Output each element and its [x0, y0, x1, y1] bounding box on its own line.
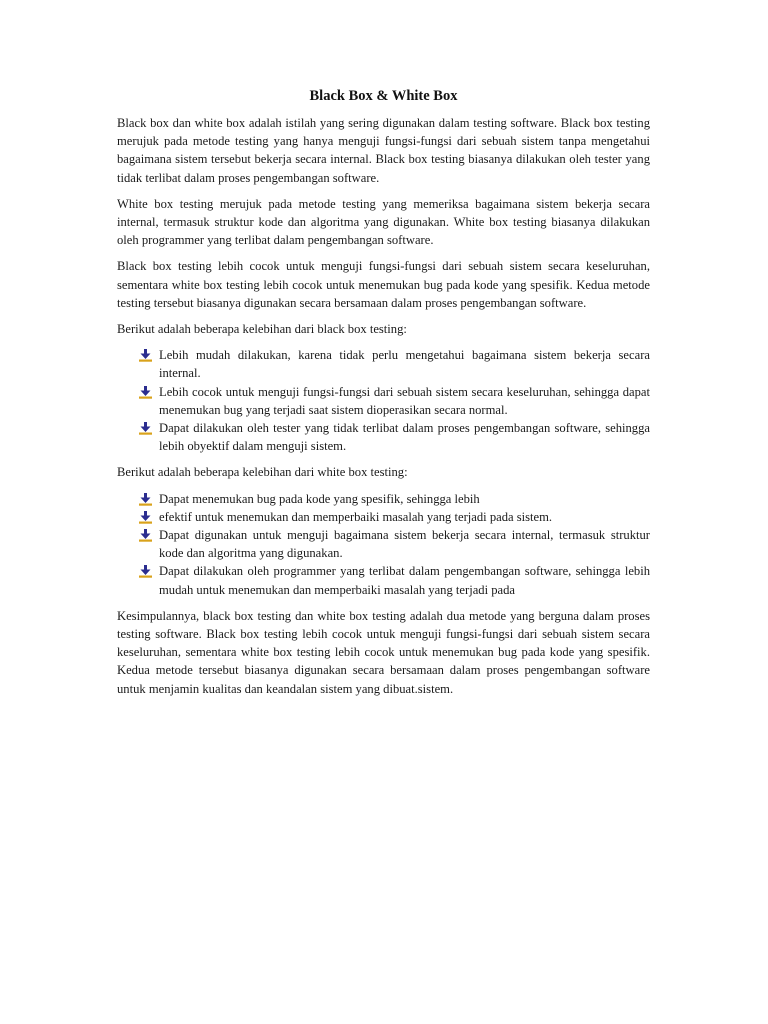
arrow-down-bullet-icon — [139, 493, 152, 506]
list-item — [117, 562, 650, 598]
document-body — [117, 86, 650, 706]
arrow-down-bullet-icon — [139, 529, 152, 542]
list-item — [117, 383, 650, 419]
arrow-down-bullet-icon — [139, 422, 152, 435]
list-item — [117, 526, 650, 562]
conclusion-paragraph: Kesimpulannya, black box testing dan white box testing adalah dua metode yang berguna dalam proses testing software. Black box testing lebih cocok untuk menguji fungsi-fungsi dari sebuah sistem secara keseluruhan, sementara white box testing lebih cocok untuk menemukan bug pada kode yang spesifik. Kedua metode tersebut biasanya digunakan secara bersamaan dalam proses pengembangan software untuk menjamin kualitas dan keandalan sistem yang dibuat.sistem. — [117, 608, 650, 696]
black-box-advantages-list — [117, 346, 650, 455]
list-item-text: Lebih cocok untuk menguji fungsi-fungsi dari sebuah sistem secara keseluruhan, sehingga dapat menemukan bug yang terjadi saat sistem dioperasikan secara normal. — [159, 384, 650, 417]
list-item-text: efektif untuk menemukan dan memperbaiki masalah yang terjadi pada sistem. — [159, 509, 553, 524]
list-item — [117, 490, 650, 508]
list-item-text: Dapat menemukan bug pada kode yang spesifik, sehingga lebih — [159, 491, 480, 506]
list-item — [117, 419, 650, 455]
arrow-down-bullet-icon — [139, 511, 152, 524]
white-box-advantages-list — [117, 490, 650, 599]
list-item-text: Lebih mudah dilakukan, karena tidak perlu mengetahui bagaimana sistem bekerja secara internal. — [159, 348, 650, 381]
list-item — [117, 346, 650, 382]
black-box-advantages-heading: Berikut adalah beberapa kelebihan dari black box testing: — [117, 322, 407, 337]
document-title: Black Box & White Box — [309, 88, 458, 104]
list-item-text: Dapat dilakukan oleh tester yang tidak terlibat dalam proses pengembangan software, sehingga lebih obyektif dalam menguji sistem. — [159, 421, 650, 454]
arrow-down-bullet-icon — [139, 349, 152, 362]
intro-paragraph-3: Black box testing lebih cocok untuk menguji fungsi-fungsi dari sebuah sistem secara keseluruhan, sementara white box testing lebih cocok untuk menemukan bug pada kode yang spesifik. Kedua metode testing tersebut biasanya digunakan secara bersamaan dalam proses pengembangan software. — [117, 259, 650, 310]
list-item-text: Dapat dilakukan oleh programmer yang terlibat dalam pengembangan software, sehingga lebih mudah untuk menemukan dan memperbaiki masalah yang terjadi pada — [159, 564, 650, 597]
arrow-down-bullet-icon — [139, 386, 152, 399]
arrow-down-bullet-icon — [139, 565, 152, 578]
intro-paragraph-2: White box testing merujuk pada metode testing yang memeriksa bagaimana sistem bekerja secara internal, termasuk struktur kode dan algoritma yang digunakan. White box testing biasanya dilakukan oleh programmer yang terlibat dalam pengembangan software. — [117, 196, 650, 248]
list-item — [117, 508, 650, 526]
list-item-text: Dapat digunakan untuk menguji bagaimana sistem bekerja secara internal, termasuk struktur kode dan algoritma yang digunakan. — [159, 528, 650, 561]
white-box-advantages-heading: Berikut adalah beberapa kelebihan dari white box testing: — [117, 465, 408, 480]
intro-paragraph-1: Black box dan white box adalah istilah yang sering digunakan dalam testing software. Black box testing merujuk pada metode testing yang hanya menguji fungsi-fungsi dari sebuah sistem tanpa mengetahui bagaimana sistem tersebut bekerja secara internal. Black box testing biasanya dilakukan oleh tester yang tidak terlibat dalam proses pengembangan software. — [117, 116, 650, 185]
